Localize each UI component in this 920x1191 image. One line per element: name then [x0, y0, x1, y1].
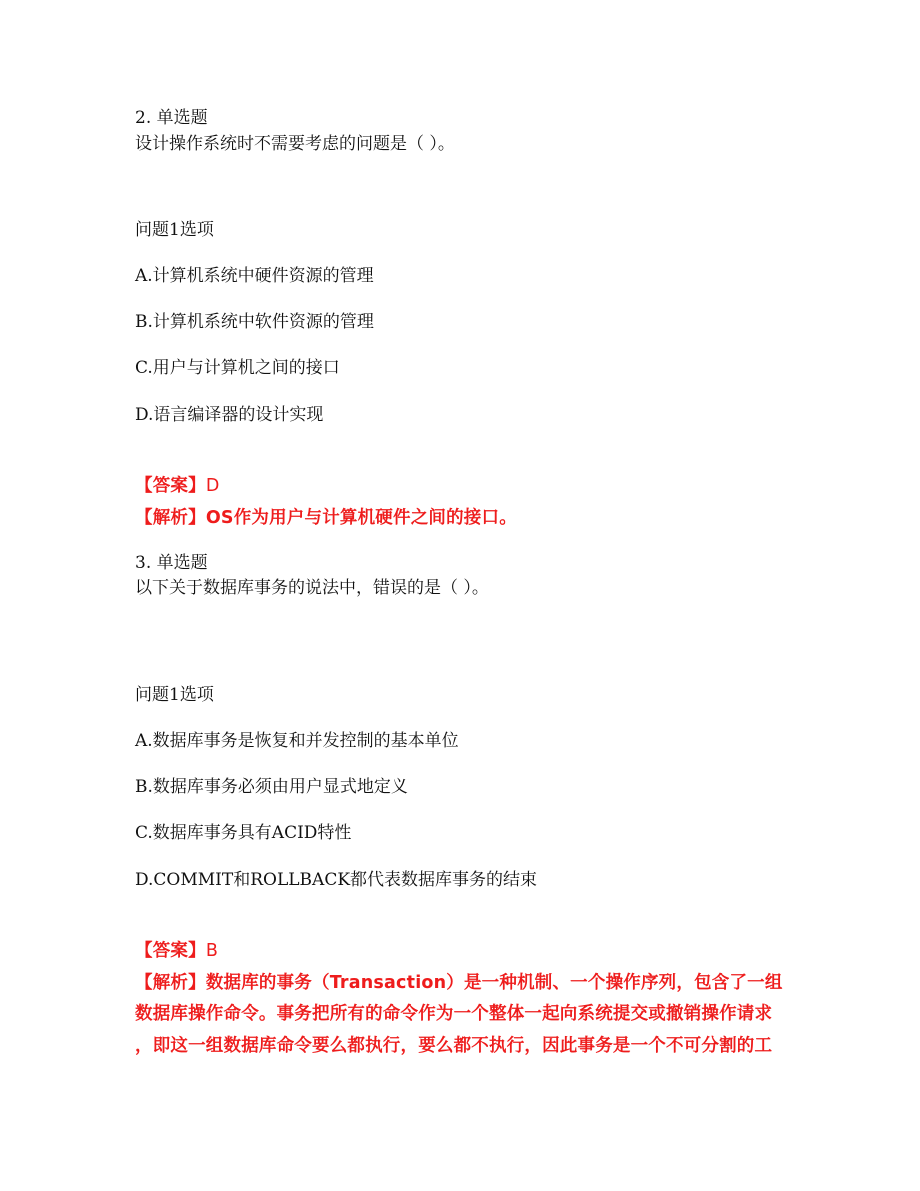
- question-3-option-b: B.数据库事务必须由用户显式地定义: [135, 777, 408, 797]
- answer-label: 【答案】: [135, 941, 206, 961]
- question-2-answer: [135, 475, 220, 497]
- question-2-option-c: C.用户与计算机之间的接口: [135, 358, 340, 378]
- question-2-analysis: [135, 507, 517, 529]
- question-2-option-a: A.计算机系统中硬件资源的管理: [135, 266, 374, 286]
- analysis-line: 数据库的事务（Transaction）是一种机制、一个操作序列，包含了一组: [205, 973, 783, 993]
- analysis-label: 【解析】: [135, 973, 206, 993]
- question-3-analysis-line-1: [135, 972, 783, 994]
- question-3-option-c: C.数据库事务具有ACID特性: [135, 823, 352, 843]
- question-3-options-heading: 问题1选项: [135, 685, 214, 705]
- question-3-analysis-line-3: ，即这一组数据库命令要么都执行，要么都不执行，因此事务是一个不可分割的工: [135, 1036, 773, 1056]
- question-3-option-d: D.COMMIT和ROLLBACK都代表数据库事务的结束: [135, 870, 538, 890]
- question-2-option-d: D.语言编译器的设计实现: [135, 405, 324, 425]
- question-2-option-b: B.计算机系统中软件资源的管理: [135, 312, 374, 332]
- question-2-options-heading: 问题1选项: [135, 220, 214, 240]
- answer-label: 【答案】: [135, 476, 206, 496]
- answer-value: D: [205, 476, 220, 496]
- analysis-label: 【解析】: [135, 508, 206, 528]
- question-2-stem: 设计操作系统时不需要考虑的问题是（ ）。: [135, 134, 455, 154]
- question-2-type: 2. 单选题: [135, 108, 208, 128]
- question-3-analysis-line-2: 数据库操作命令。事务把所有的命令作为一个整体一起向系统提交或撤销操作请求: [135, 1004, 773, 1024]
- answer-value: B: [205, 941, 219, 961]
- question-3-type: 3. 单选题: [135, 553, 208, 573]
- question-3-option-a: A.数据库事务是恢复和并发控制的基本单位: [135, 731, 459, 751]
- question-3-stem: 以下关于数据库事务的说法中，错误的是（ ）。: [135, 578, 489, 598]
- question-3-answer: [135, 940, 218, 962]
- analysis-line: OS作为用户与计算机硬件之间的接口。: [205, 508, 517, 528]
